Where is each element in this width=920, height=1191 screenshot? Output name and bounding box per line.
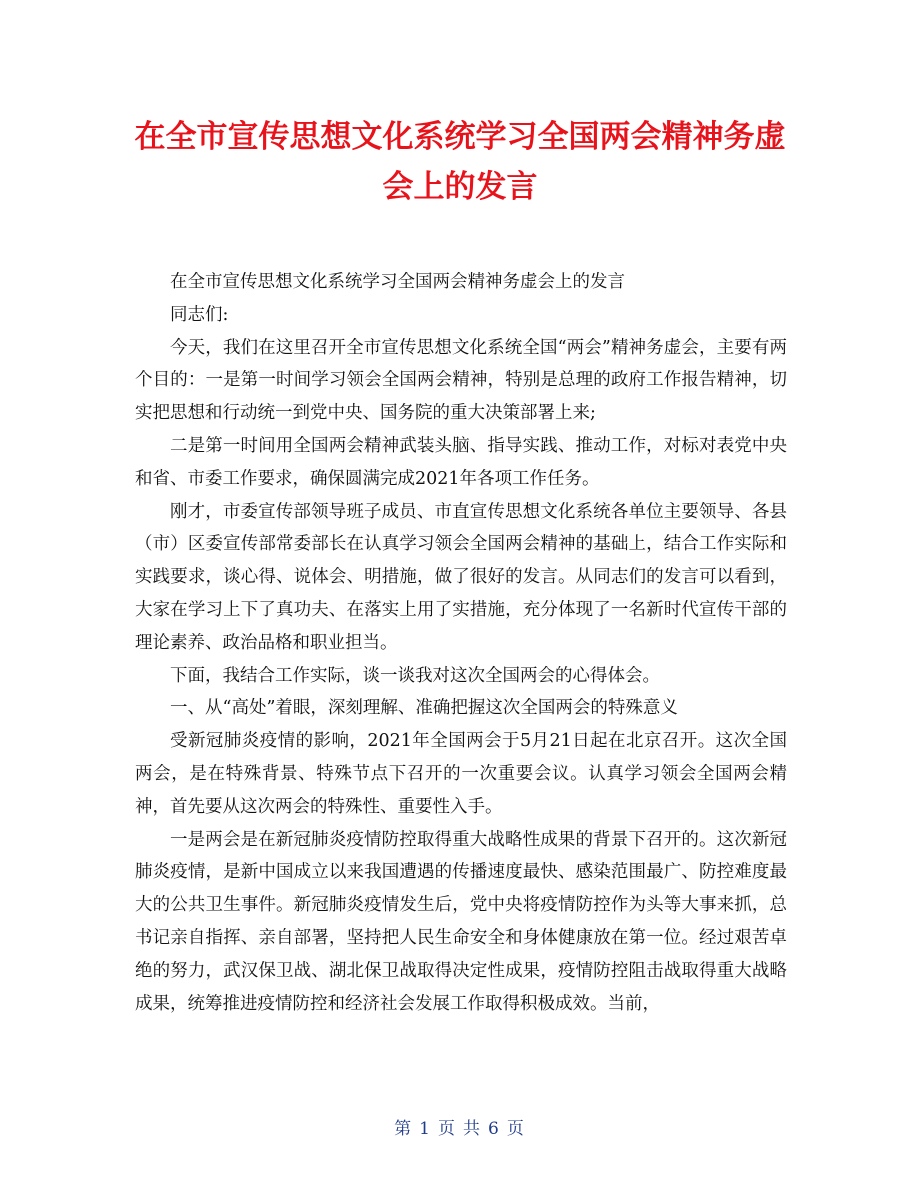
paragraph: 一是两会是在新冠肺炎疫情防控取得重大战略性成果的背景下召开的。这次新冠肺炎疫情，是新中国成立以来我国遭遇的传播速度最快、感染范围最广、防控难度最大的公共卫生事件。新冠肺炎疫情发生后，党中央将疫情防控作为头等大事来抓，总书记亲自指挥、亲自部署，坚持把人民生命安全和身体健康放在第一位。经过艰苦卓绝的努力，武汉保卫战、湖北保卫战取得决定性成果，疫情防控阻击战取得重大战略成果，统筹推进疫情防控和经济社会发展工作取得积极成效。当前， bbox=[135, 829, 787, 1014]
paragraph: 下面，我结合工作实际，谈一谈我对这次全国两会的心得体会。 bbox=[170, 665, 660, 686]
paragraph: 二是第一时间用全国两会精神武装头脑、指导实践、推动工作，对标对表党中央和省、市委工作要求，确保圆满完成2021年各项工作任务。 bbox=[135, 435, 787, 489]
document-body bbox=[135, 266, 787, 1020]
paragraph: 今天，我们在这里召开全市宣传思想文化系统全国“两会”精神务虚会，主要有两个目的：一是第一时间学习领会全国两会精神，特别是总理的政府工作报告精神，切实把思想和行动统一到党中央、国务院的重大决策部署上来; bbox=[135, 337, 787, 424]
document-title: 在全市宣传思想文化系统学习全国两会精神务虚会上的发言 bbox=[134, 119, 786, 205]
paragraph: 受新冠肺炎疫情的影响，2021年全国两会于5月21日起在北京召开。这次全国两会，是在特殊背景、特殊节点下召开的一次重要会议。认真学习领会全国两会精神，首先要从这次两会的特殊性、重要性入手。 bbox=[135, 731, 787, 817]
paragraph: 刚才，市委宣传部领导班子成员、市直宣传思想文化系统各单位主要领导、各县（市）区委宣传部常委部长在认真学习领会全国两会精神的基础上，结合工作实际和实践要求，谈心得、说体会、明措施，做了很好的发言。从同志们的发言可以看到，大家在学习上下了真功夫、在落实上用了实措施，充分体现了一名新时代宣传干部的理论素养、政治品格和职业担当。 bbox=[135, 501, 787, 653]
footer-current-page: 1 bbox=[419, 1119, 432, 1139]
section-heading: 一、从“高处”着眼，深刻理解、准确把握这次全国两会的特殊意义 bbox=[170, 698, 678, 719]
footer-page-word: 页 bbox=[438, 1119, 457, 1139]
paragraph: 同志们: bbox=[170, 304, 229, 325]
footer-prefix: 第 bbox=[394, 1119, 414, 1139]
page-footer bbox=[0, 1114, 920, 1139]
footer-total-pages: 6 bbox=[488, 1119, 501, 1139]
footer-suffix: 页 bbox=[506, 1119, 526, 1139]
paragraph: 在全市宣传思想文化系统学习全国两会精神务虚会上的发言 bbox=[170, 272, 625, 292]
footer-total-prefix: 共 bbox=[463, 1119, 482, 1139]
